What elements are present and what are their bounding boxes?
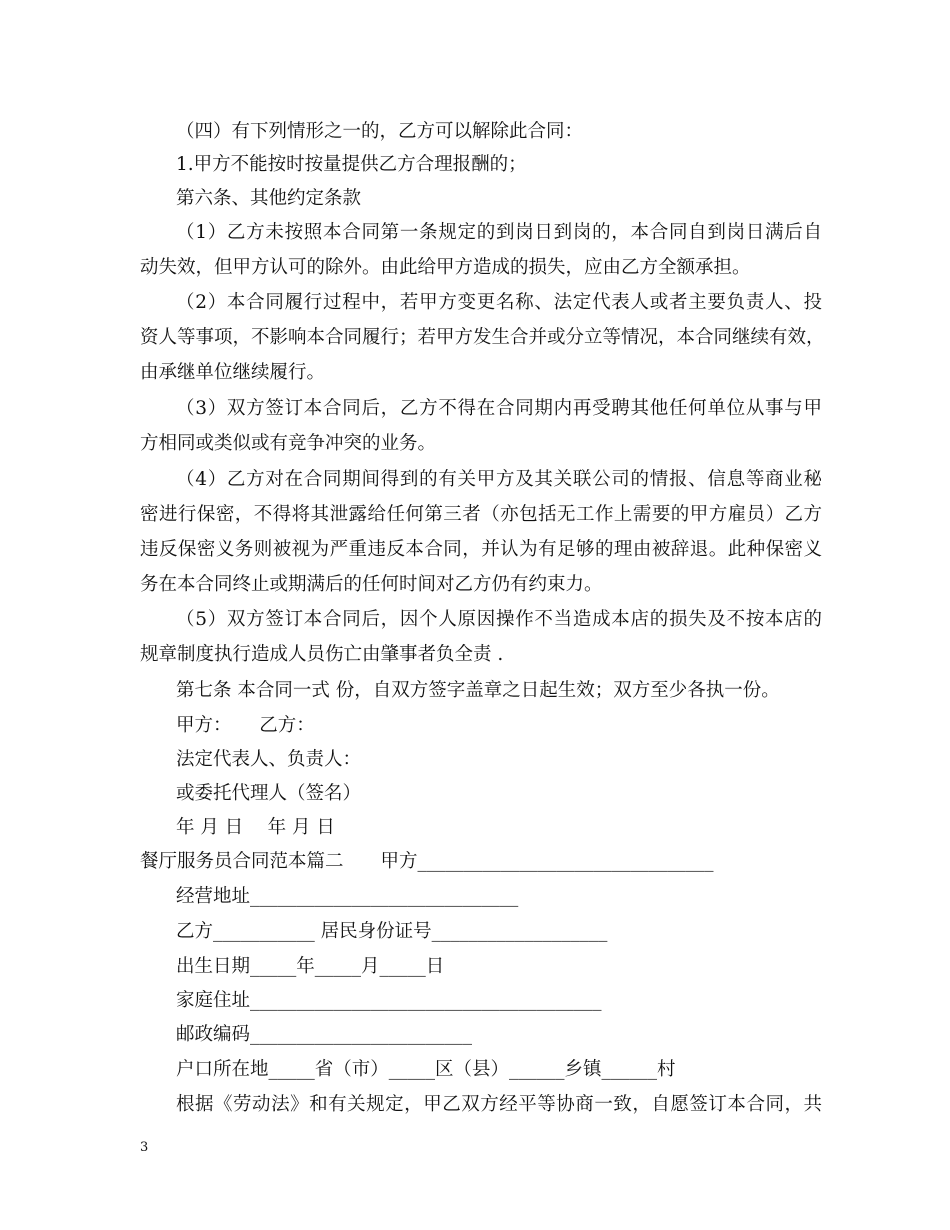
signature-dates: 年 月 日 年 月 日 [176,817,335,838]
article-7: 第七条 本合同一式 份，自双方签字盖章之日起生效；双方至少各执一份。 [176,680,780,701]
article-6-item-4-line-1: （4）乙方对在合同期间得到的有关甲方及其关联公司的情报、信息等商业秘 [176,469,822,490]
article-6-item-3-line-2: 方相同或类似或有竞争冲突的业务。 [140,433,437,454]
authorized-agent-label: 或委托代理人（签名） [176,783,362,804]
article-6-item-4-line-3: 违反保密义务则被视为严重违反本合同，并认为有足够的理由被辞退。此种保密义 [140,539,822,560]
party-b-id-field: 乙方___________ 居民身份证号___________________ [176,921,608,942]
business-address-field: 经营地址_____________________________ [176,886,519,907]
article-6-item-4-line-4: 务在本合同终止或期满后的任何时间对乙方仍有约束力。 [140,574,603,595]
page-number: 3 [140,1140,149,1155]
article-6-item-5-line-2: 规章制度执行造成人员伤亡由肇事者负全责 . [140,644,504,665]
clause-4-item-1: 1.甲方不能按时按量提供乙方合理报酬的； [176,154,527,175]
article-6-item-1-line-1: （1）乙方未按照本合同第一条规定的到岗日到岗的，本合同自到岗日满后自 [176,222,822,243]
party-signature-labels: 甲方： 乙方： [176,715,315,736]
article-6-item-1-line-2: 动失效，但甲方认可的除外。由此给甲方造成的损失，应由乙方全额承担。 [140,257,751,278]
article-6-item-2-line-3: 由承继单位继续履行。 [140,362,326,383]
household-registration-field: 户口所在地_____省（市）_____区（县）______乡镇______村 [176,1059,676,1080]
birth-date-field: 出生日期_____年_____月_____日 [176,956,445,977]
labor-law-preamble: 根据《劳动法》和有关规定，甲乙双方经平等协商一致，自愿签订本合同，共 [176,1094,822,1115]
article-6-item-4-line-2: 密进行保密，不得将其泄露给任何第三者（亦包括无工作上需要的甲方雇员）乙方 [140,504,822,525]
home-address-field: 家庭住址______________________________________ [176,990,602,1011]
postal-code-field: 邮政编码________________________ [176,1024,473,1045]
clause-4-heading: （四）有下列情形之一的，乙方可以解除此合同： [176,121,584,142]
article-6-item-5-line-1: （5）双方签订本合同后，因个人原因操作不当造成本店的损失及不按本店的 [176,609,822,630]
article-6-item-3-line-1: （3）双方签订本合同后，乙方不得在合同期内再受聘其他任何单位从事与甲 [176,398,822,419]
contract-template-2-title-party-a: 餐厅服务员合同范本篇二 甲方________________________________ [140,851,714,872]
article-6-item-2-line-1: （2）本合同履行过程中，若甲方变更名称、法定代表人或者主要负责人、投 [176,292,822,313]
legal-representative-label: 法定代表人、负责人： [176,749,362,770]
article-6-heading: 第六条、其他约定条款 [176,188,362,209]
article-6-item-2-line-2: 资人等事项，不影响本合同履行；若甲方发生合并或分立等情况，本合同继续有效， [140,327,825,348]
